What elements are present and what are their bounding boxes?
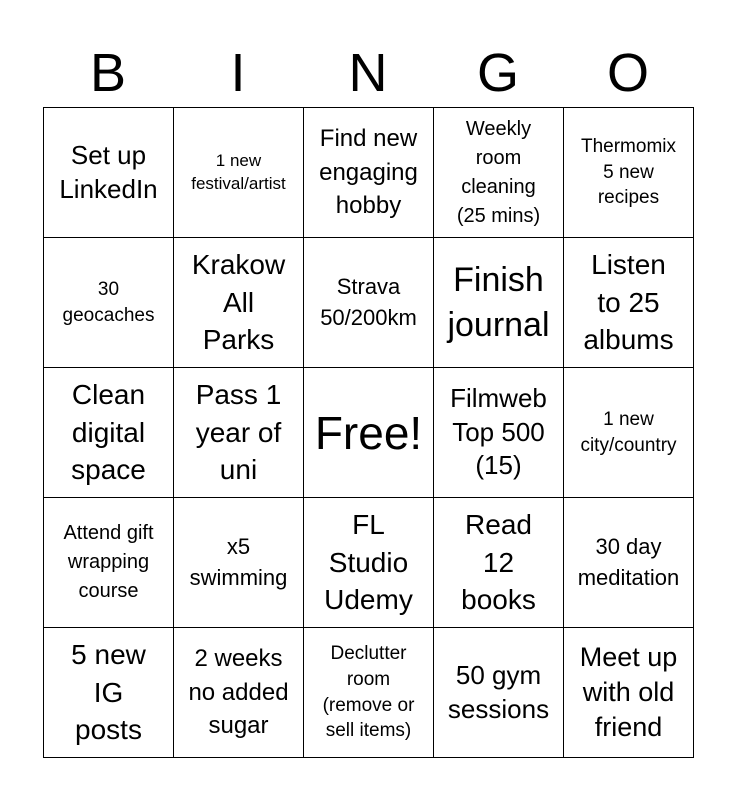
bingo-cell-r3c5[interactable] (564, 368, 694, 498)
bingo-header (43, 40, 693, 106)
header-letter-b: B (89, 43, 127, 103)
bingo-cell-text: 1 new city/country (580, 408, 677, 456)
bingo-cell-text: 50 gym sessions (447, 659, 550, 724)
bingo-cell-text: x5 swimming (189, 533, 288, 590)
bingo-cell-r2c4[interactable] (434, 238, 564, 368)
bingo-cell-r1c3[interactable] (304, 108, 434, 238)
bingo-cell-r5c1[interactable] (44, 628, 174, 758)
bingo-cell-r3c1[interactable] (44, 368, 174, 498)
bingo-cell-text: Finish journal (447, 261, 550, 344)
bingo-cell-r2c3[interactable] (304, 238, 434, 368)
bingo-cell-text: Attend gift wrapping course (63, 522, 154, 602)
bingo-board (43, 107, 694, 758)
bingo-cell-text: 30 day meditation (577, 533, 680, 590)
bingo-cell-r1c5[interactable] (564, 108, 694, 238)
header-letter-o: O (606, 43, 649, 103)
bingo-cell-text: 5 new IG posts (71, 638, 146, 746)
bingo-cell-r5c4[interactable] (434, 628, 564, 758)
bingo-cell-r1c4[interactable] (434, 108, 564, 238)
bingo-cell-r5c2[interactable] (174, 628, 304, 758)
bingo-cell-r4c2[interactable] (174, 498, 304, 628)
bingo-cell-text: 1 new festival/artist (191, 150, 286, 193)
bingo-cell-r3c2[interactable] (174, 368, 304, 498)
bingo-cell-text: 2 weeks no added sugar (188, 645, 289, 740)
bingo-cell-r5c5[interactable] (564, 628, 694, 758)
bingo-cell-free[interactable] (304, 368, 434, 498)
bingo-cell-text: Listen to 25 albums (583, 248, 674, 356)
bingo-cell-r2c1[interactable] (44, 238, 174, 368)
bingo-cell-r1c1[interactable] (44, 108, 174, 238)
bingo-cell-r4c1[interactable] (44, 498, 174, 628)
bingo-cell-r2c5[interactable] (564, 238, 694, 368)
bingo-cell-text: Free! (314, 406, 423, 459)
bingo-cell-r2c2[interactable] (174, 238, 304, 368)
bingo-cell-r1c2[interactable] (174, 108, 304, 238)
bingo-cell-text: Set up LinkedIn (59, 139, 158, 204)
bingo-cell-text: Krakow All Parks (191, 248, 286, 356)
bingo-cell-r4c3[interactable] (304, 498, 434, 628)
bingo-cell-text: Strava 50/200km (320, 273, 417, 330)
bingo-cell-text: Weekly room cleaning (25 mins) (456, 117, 541, 227)
bingo-cell-text: Declutter room (remove or sell items) (322, 643, 415, 742)
bingo-cell-text: Read 12 books (461, 508, 536, 616)
bingo-cell-r4c4[interactable] (434, 498, 564, 628)
bingo-cell-text: 30 geocaches (62, 278, 155, 326)
bingo-cell-text: Filmweb Top 500 (15) (450, 382, 547, 481)
bingo-cell-text: Meet up with old friend (579, 641, 678, 743)
bingo-cell-text: Pass 1 year of uni (195, 378, 282, 486)
bingo-cell-text: Thermomix 5 new recipes (580, 136, 676, 209)
bingo-cell-r5c3[interactable] (304, 628, 434, 758)
bingo-cell-r4c5[interactable] (564, 498, 694, 628)
header-letter-i: I (230, 43, 246, 103)
bingo-cell-text: FL Studio Udemy (324, 508, 413, 616)
header-letter-n: N (348, 43, 388, 103)
header-letter-g: G (476, 43, 519, 103)
bingo-cell-text: Find new engaging hobby (319, 125, 418, 220)
bingo-cell-text: Clean digital space (71, 378, 146, 486)
bingo-cell-r3c4[interactable] (434, 368, 564, 498)
